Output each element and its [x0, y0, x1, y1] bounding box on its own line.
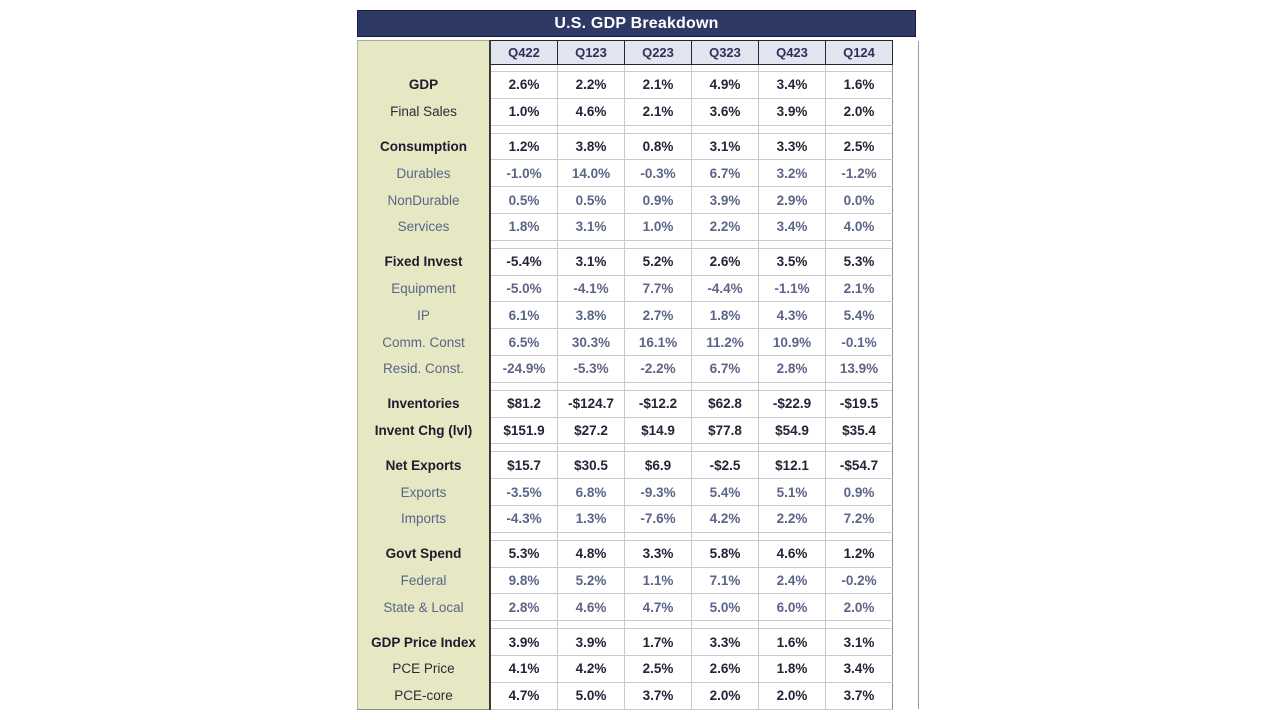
- row-state-local: [358, 594, 919, 621]
- separator-cell: [558, 240, 625, 248]
- cell-gdp-q323: 4.9%: [692, 72, 759, 99]
- separator-cell: [692, 532, 759, 540]
- separator-cell: [558, 444, 625, 452]
- row-label-exports: Exports: [358, 479, 491, 506]
- separator-label-cell: [358, 240, 491, 248]
- separator-cell: [490, 240, 558, 248]
- cell-ip-q422: 6.1%: [490, 302, 558, 329]
- cell-govt-spend-q123: 4.8%: [558, 540, 625, 567]
- spacer-column-cell: [893, 329, 919, 356]
- cell-resid-const-q123: -5.3%: [558, 355, 625, 382]
- spacer-column-cell: [893, 452, 919, 479]
- cell-comm-const-q422: 6.5%: [490, 329, 558, 356]
- separator-row: [358, 621, 919, 629]
- cell-pce-core-q223: 3.7%: [625, 682, 692, 709]
- separator-label-cell: [358, 125, 491, 133]
- table-title: U.S. GDP Breakdown: [357, 10, 916, 37]
- spacer-column-cell: [893, 72, 919, 99]
- row-label-final-sales: Final Sales: [358, 98, 491, 125]
- spacer-column-cell: [893, 302, 919, 329]
- cell-final-sales-q423: 3.9%: [759, 98, 826, 125]
- separator-cell: [759, 125, 826, 133]
- cell-comm-const-q223: 16.1%: [625, 329, 692, 356]
- cell-gdp-q223: 2.1%: [625, 72, 692, 99]
- separator-cell: [759, 382, 826, 390]
- cell-services-q422: 1.8%: [490, 213, 558, 240]
- separator-cell: [692, 240, 759, 248]
- separator-cell: [759, 532, 826, 540]
- separator-label-cell: [358, 65, 491, 72]
- separator-row: [358, 532, 919, 540]
- cell-invent-chg-lvl-q423: $54.9: [759, 417, 826, 444]
- cell-federal-q123: 5.2%: [558, 567, 625, 594]
- column-header-q423: Q423: [759, 41, 826, 65]
- cell-fixed-invest-q323: 2.6%: [692, 248, 759, 275]
- separator-cell: [692, 382, 759, 390]
- cell-pce-core-q423: 2.0%: [759, 682, 826, 709]
- cell-inventories-q323: $62.8: [692, 390, 759, 417]
- cell-gdp-price-index-q223: 1.7%: [625, 629, 692, 656]
- separator-cell: [558, 532, 625, 540]
- separator-cell: [625, 444, 692, 452]
- spacer-column-cell: [893, 567, 919, 594]
- separator-cell: [490, 532, 558, 540]
- spacer-column-cell: [893, 594, 919, 621]
- cell-consumption-q422: 1.2%: [490, 133, 558, 160]
- cell-gdp-price-index-q423: 1.6%: [759, 629, 826, 656]
- row-imports: [358, 505, 919, 532]
- row-govt-spend: [358, 540, 919, 567]
- cell-invent-chg-lvl-q123: $27.2: [558, 417, 625, 444]
- cell-exports-q124: 0.9%: [826, 479, 893, 506]
- cell-nondurable-q323: 3.9%: [692, 187, 759, 214]
- cell-resid-const-q422: -24.9%: [490, 355, 558, 382]
- row-label-invent-chg-lvl: Invent Chg (lvl): [358, 417, 491, 444]
- cell-state-local-q124: 2.0%: [826, 594, 893, 621]
- cell-equipment-q423: -1.1%: [759, 275, 826, 302]
- cell-govt-spend-q223: 3.3%: [625, 540, 692, 567]
- cell-net-exports-q423: $12.1: [759, 452, 826, 479]
- cell-inventories-q124: -$19.5: [826, 390, 893, 417]
- separator-cell: [625, 65, 692, 72]
- separator-cell: [826, 125, 893, 133]
- cell-pce-price-q124: 3.4%: [826, 655, 893, 682]
- row-inventories: [358, 390, 919, 417]
- cell-gdp-price-index-q124: 3.1%: [826, 629, 893, 656]
- row-label-state-local: State & Local: [358, 594, 491, 621]
- separator-cell: [759, 621, 826, 629]
- cell-resid-const-q223: -2.2%: [625, 355, 692, 382]
- cell-durables-q422: -1.0%: [490, 160, 558, 187]
- cell-gdp-price-index-q422: 3.9%: [490, 629, 558, 656]
- cell-gdp-price-index-q123: 3.9%: [558, 629, 625, 656]
- row-net-exports: [358, 452, 919, 479]
- cell-fixed-invest-q423: 3.5%: [759, 248, 826, 275]
- cell-imports-q423: 2.2%: [759, 505, 826, 532]
- cell-consumption-q223: 0.8%: [625, 133, 692, 160]
- row-final-sales: [358, 98, 919, 125]
- spacer-column-cell: [893, 629, 919, 656]
- separator-cell: [625, 621, 692, 629]
- cell-comm-const-q124: -0.1%: [826, 329, 893, 356]
- spacer-column-cell: [893, 275, 919, 302]
- cell-imports-q124: 7.2%: [826, 505, 893, 532]
- separator-label-cell: [358, 532, 491, 540]
- spacer-column-cell: [893, 655, 919, 682]
- row-federal: [358, 567, 919, 594]
- separator-cell: [826, 65, 893, 72]
- spacer-column-cell: [893, 540, 919, 567]
- cell-pce-price-q223: 2.5%: [625, 655, 692, 682]
- cell-services-q123: 3.1%: [558, 213, 625, 240]
- cell-nondurable-q223: 0.9%: [625, 187, 692, 214]
- label-column-header: [358, 41, 491, 65]
- cell-consumption-q423: 3.3%: [759, 133, 826, 160]
- gdp-breakdown-panel: [357, 10, 916, 710]
- cell-net-exports-q422: $15.7: [490, 452, 558, 479]
- cell-equipment-q223: 7.7%: [625, 275, 692, 302]
- row-label-inventories: Inventories: [358, 390, 491, 417]
- cell-pce-price-q423: 1.8%: [759, 655, 826, 682]
- cell-govt-spend-q423: 4.6%: [759, 540, 826, 567]
- cell-comm-const-q323: 11.2%: [692, 329, 759, 356]
- cell-gdp-q123: 2.2%: [558, 72, 625, 99]
- cell-federal-q423: 2.4%: [759, 567, 826, 594]
- row-label-nondurable: NonDurable: [358, 187, 491, 214]
- row-services: [358, 213, 919, 240]
- row-label-durables: Durables: [358, 160, 491, 187]
- spacer-column-cell: [893, 390, 919, 417]
- gdp-table-body: [358, 41, 919, 710]
- separator-cell: [625, 125, 692, 133]
- spacer-column-cell: [893, 479, 919, 506]
- row-label-gdp: GDP: [358, 72, 491, 99]
- row-label-ip: IP: [358, 302, 491, 329]
- spacer-column-cell: [893, 248, 919, 275]
- separator-cell: [826, 382, 893, 390]
- row-label-federal: Federal: [358, 567, 491, 594]
- cell-fixed-invest-q123: 3.1%: [558, 248, 625, 275]
- cell-federal-q422: 9.8%: [490, 567, 558, 594]
- column-header-q223: Q223: [625, 41, 692, 65]
- cell-invent-chg-lvl-q323: $77.8: [692, 417, 759, 444]
- cell-services-q423: 3.4%: [759, 213, 826, 240]
- cell-invent-chg-lvl-q124: $35.4: [826, 417, 893, 444]
- separator-cell: [558, 125, 625, 133]
- separator-cell: [490, 444, 558, 452]
- separator-cell: [826, 532, 893, 540]
- separator-cell: [692, 621, 759, 629]
- cell-equipment-q123: -4.1%: [558, 275, 625, 302]
- cell-state-local-q223: 4.7%: [625, 594, 692, 621]
- separator-cell: [759, 240, 826, 248]
- spacer-column-cell: [893, 98, 919, 125]
- cell-durables-q223: -0.3%: [625, 160, 692, 187]
- spacer-column-cell: [893, 213, 919, 240]
- cell-final-sales-q422: 1.0%: [490, 98, 558, 125]
- cell-resid-const-q124: 13.9%: [826, 355, 893, 382]
- row-label-net-exports: Net Exports: [358, 452, 491, 479]
- cell-exports-q323: 5.4%: [692, 479, 759, 506]
- cell-pce-core-q123: 5.0%: [558, 682, 625, 709]
- cell-final-sales-q124: 2.0%: [826, 98, 893, 125]
- row-label-comm-const: Comm. Const: [358, 329, 491, 356]
- row-comm-const: [358, 329, 919, 356]
- cell-govt-spend-q124: 1.2%: [826, 540, 893, 567]
- cell-nondurable-q123: 0.5%: [558, 187, 625, 214]
- cell-state-local-q422: 2.8%: [490, 594, 558, 621]
- cell-ip-q123: 3.8%: [558, 302, 625, 329]
- cell-state-local-q123: 4.6%: [558, 594, 625, 621]
- cell-consumption-q323: 3.1%: [692, 133, 759, 160]
- row-consumption: [358, 133, 919, 160]
- cell-imports-q123: 1.3%: [558, 505, 625, 532]
- cell-net-exports-q223: $6.9: [625, 452, 692, 479]
- cell-pce-price-q323: 2.6%: [692, 655, 759, 682]
- cell-federal-q124: -0.2%: [826, 567, 893, 594]
- separator-row: [358, 125, 919, 133]
- separator-cell: [759, 444, 826, 452]
- spacer-column-cell: [893, 133, 919, 160]
- cell-gdp-q124: 1.6%: [826, 72, 893, 99]
- cell-invent-chg-lvl-q223: $14.9: [625, 417, 692, 444]
- row-resid-const: [358, 355, 919, 382]
- cell-exports-q423: 5.1%: [759, 479, 826, 506]
- row-label-pce-price: PCE Price: [358, 655, 491, 682]
- separator-label-cell: [358, 621, 491, 629]
- separator-cell: [826, 444, 893, 452]
- cell-nondurable-q423: 2.9%: [759, 187, 826, 214]
- spacer-column-cell: [893, 355, 919, 382]
- cell-pce-core-q323: 2.0%: [692, 682, 759, 709]
- cell-inventories-q422: $81.2: [490, 390, 558, 417]
- row-fixed-invest: [358, 248, 919, 275]
- column-header-q422: Q422: [490, 41, 558, 65]
- cell-ip-q124: 5.4%: [826, 302, 893, 329]
- separator-cell: [490, 382, 558, 390]
- separator-cell: [490, 621, 558, 629]
- cell-exports-q223: -9.3%: [625, 479, 692, 506]
- cell-ip-q323: 1.8%: [692, 302, 759, 329]
- separator-label-cell: [358, 382, 491, 390]
- separator-cell: [558, 621, 625, 629]
- spacer-column-cell: [893, 532, 919, 540]
- separator-cell: [692, 65, 759, 72]
- separator-cell: [625, 240, 692, 248]
- spacer-column-cell: [893, 125, 919, 133]
- row-exports: [358, 479, 919, 506]
- cell-ip-q423: 4.3%: [759, 302, 826, 329]
- cell-nondurable-q422: 0.5%: [490, 187, 558, 214]
- separator-cell: [826, 240, 893, 248]
- cell-fixed-invest-q124: 5.3%: [826, 248, 893, 275]
- cell-final-sales-q123: 4.6%: [558, 98, 625, 125]
- cell-govt-spend-q422: 5.3%: [490, 540, 558, 567]
- spacer-column-cell: [893, 505, 919, 532]
- cell-consumption-q123: 3.8%: [558, 133, 625, 160]
- spacer-column-cell: [893, 160, 919, 187]
- cell-inventories-q123: -$124.7: [558, 390, 625, 417]
- separator-cell: [826, 621, 893, 629]
- cell-consumption-q124: 2.5%: [826, 133, 893, 160]
- cell-imports-q223: -7.6%: [625, 505, 692, 532]
- separator-row: [358, 444, 919, 452]
- cell-exports-q123: 6.8%: [558, 479, 625, 506]
- row-label-consumption: Consumption: [358, 133, 491, 160]
- separator-cell: [692, 444, 759, 452]
- cell-ip-q223: 2.7%: [625, 302, 692, 329]
- cell-state-local-q323: 5.0%: [692, 594, 759, 621]
- cell-federal-q323: 7.1%: [692, 567, 759, 594]
- separator-cell: [759, 65, 826, 72]
- cell-durables-q124: -1.2%: [826, 160, 893, 187]
- row-equipment: [358, 275, 919, 302]
- separator-cell: [625, 532, 692, 540]
- row-pce-core: [358, 682, 919, 709]
- cell-resid-const-q423: 2.8%: [759, 355, 826, 382]
- cell-pce-price-q422: 4.1%: [490, 655, 558, 682]
- spacer-column-cell: [893, 382, 919, 390]
- cell-durables-q123: 14.0%: [558, 160, 625, 187]
- cell-state-local-q423: 6.0%: [759, 594, 826, 621]
- row-label-govt-spend: Govt Spend: [358, 540, 491, 567]
- cell-fixed-invest-q223: 5.2%: [625, 248, 692, 275]
- cell-imports-q422: -4.3%: [490, 505, 558, 532]
- column-header-q123: Q123: [558, 41, 625, 65]
- cell-services-q323: 2.2%: [692, 213, 759, 240]
- cell-gdp-q422: 2.6%: [490, 72, 558, 99]
- separator-cell: [490, 65, 558, 72]
- row-pce-price: [358, 655, 919, 682]
- row-gdp: [358, 72, 919, 99]
- cell-pce-core-q422: 4.7%: [490, 682, 558, 709]
- cell-equipment-q422: -5.0%: [490, 275, 558, 302]
- cell-gdp-q423: 3.4%: [759, 72, 826, 99]
- cell-services-q223: 1.0%: [625, 213, 692, 240]
- cell-pce-price-q123: 4.2%: [558, 655, 625, 682]
- column-header-q124: Q124: [826, 41, 893, 65]
- cell-inventories-q423: -$22.9: [759, 390, 826, 417]
- cell-pce-core-q124: 3.7%: [826, 682, 893, 709]
- row-label-imports: Imports: [358, 505, 491, 532]
- cell-comm-const-q423: 10.9%: [759, 329, 826, 356]
- cell-net-exports-q124: -$54.7: [826, 452, 893, 479]
- cell-federal-q223: 1.1%: [625, 567, 692, 594]
- cell-net-exports-q323: -$2.5: [692, 452, 759, 479]
- cell-exports-q422: -3.5%: [490, 479, 558, 506]
- row-label-services: Services: [358, 213, 491, 240]
- gdp-table: [357, 40, 919, 710]
- separator-cell: [558, 65, 625, 72]
- separator-row: [358, 65, 919, 72]
- cell-comm-const-q123: 30.3%: [558, 329, 625, 356]
- cell-durables-q323: 6.7%: [692, 160, 759, 187]
- cell-durables-q423: 3.2%: [759, 160, 826, 187]
- cell-invent-chg-lvl-q422: $151.9: [490, 417, 558, 444]
- row-nondurable: [358, 187, 919, 214]
- row-invent-chg-lvl: [358, 417, 919, 444]
- separator-cell: [490, 125, 558, 133]
- separator-row: [358, 382, 919, 390]
- row-label-equipment: Equipment: [358, 275, 491, 302]
- spacer-column-cell: [893, 41, 919, 65]
- cell-final-sales-q223: 2.1%: [625, 98, 692, 125]
- separator-label-cell: [358, 444, 491, 452]
- separator-cell: [625, 382, 692, 390]
- row-label-resid-const: Resid. Const.: [358, 355, 491, 382]
- row-durables: [358, 160, 919, 187]
- cell-final-sales-q323: 3.6%: [692, 98, 759, 125]
- cell-imports-q323: 4.2%: [692, 505, 759, 532]
- separator-cell: [692, 125, 759, 133]
- spacer-column-cell: [893, 240, 919, 248]
- cell-govt-spend-q323: 5.8%: [692, 540, 759, 567]
- cell-fixed-invest-q422: -5.4%: [490, 248, 558, 275]
- spacer-column-cell: [893, 621, 919, 629]
- cell-inventories-q223: -$12.2: [625, 390, 692, 417]
- spacer-column-cell: [893, 65, 919, 72]
- spacer-column-cell: [893, 417, 919, 444]
- cell-net-exports-q123: $30.5: [558, 452, 625, 479]
- cell-equipment-q323: -4.4%: [692, 275, 759, 302]
- cell-resid-const-q323: 6.7%: [692, 355, 759, 382]
- row-ip: [358, 302, 919, 329]
- spacer-column-cell: [893, 444, 919, 452]
- row-label-gdp-price-index: GDP Price Index: [358, 629, 491, 656]
- cell-services-q124: 4.0%: [826, 213, 893, 240]
- table-header-row: [358, 41, 919, 65]
- cell-nondurable-q124: 0.0%: [826, 187, 893, 214]
- separator-cell: [558, 382, 625, 390]
- row-label-fixed-invest: Fixed Invest: [358, 248, 491, 275]
- row-gdp-price-index: [358, 629, 919, 656]
- cell-gdp-price-index-q323: 3.3%: [692, 629, 759, 656]
- spacer-column-cell: [893, 682, 919, 709]
- row-label-pce-core: PCE-core: [358, 682, 491, 709]
- spacer-column-cell: [893, 187, 919, 214]
- column-header-q323: Q323: [692, 41, 759, 65]
- separator-row: [358, 240, 919, 248]
- cell-equipment-q124: 2.1%: [826, 275, 893, 302]
